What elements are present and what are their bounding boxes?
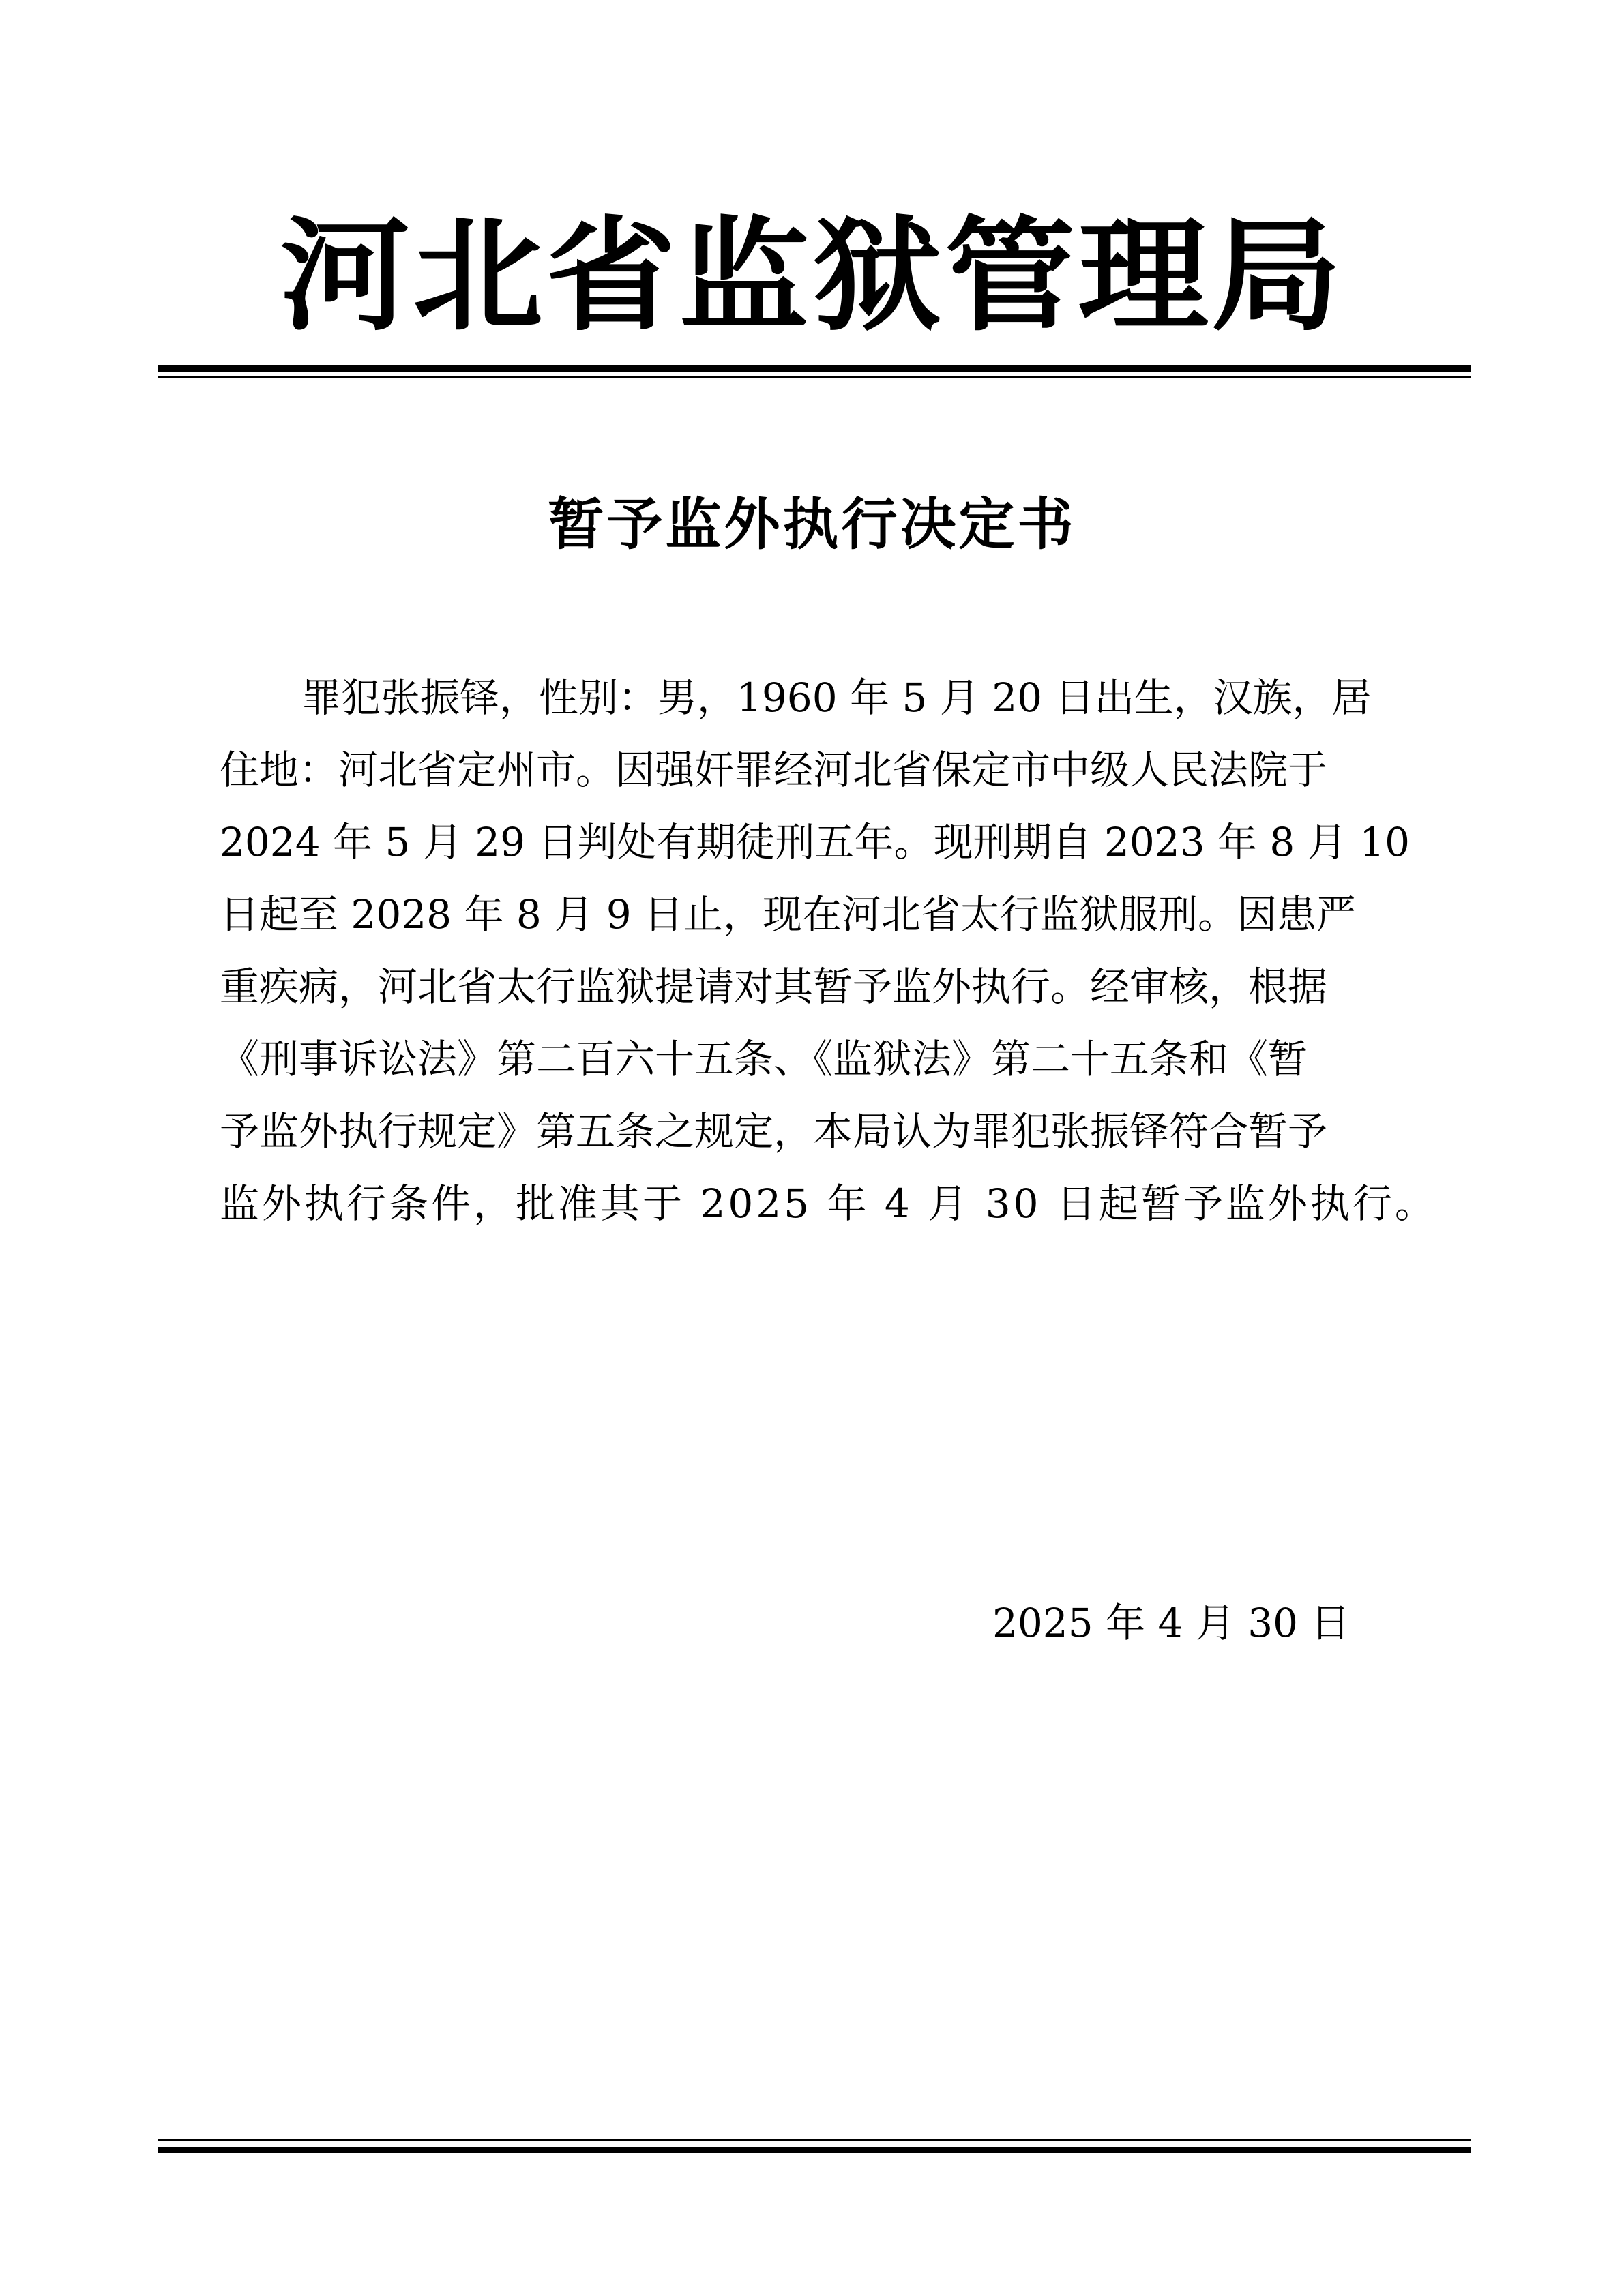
header-rule-thick	[158, 365, 1471, 372]
paragraph-line: 《刑事诉讼法》第二百六十五条、《监狱法》第二十五条和《暂	[220, 1036, 1308, 1082]
paragraph-line: 住地：河北省定州市。因强奸罪经河北省保定市中级人民法院于	[220, 747, 1328, 793]
document-title: 暂予监外执行决定书	[548, 492, 1076, 557]
document-body	[220, 658, 1437, 1236]
paragraph-line: 监外执行条件，批准其于 2025 年 4 月 30 日起暂予监外执行。	[220, 1180, 1437, 1227]
paragraph-line: 日起至 2028 年 8 月 9 日止，现在河北省太行监狱服刑。因患严	[220, 891, 1357, 938]
agency-header-title: 河北省监狱管理局	[280, 204, 1344, 348]
paragraph-line: 予监外执行规定》第五条之规定，本局认为罪犯张振铎符合暂予	[220, 1108, 1328, 1154]
footer-rule-thin	[158, 2139, 1471, 2141]
paragraph-line: 2024 年 5 月 29 日判处有期徒刑五年。现刑期自 2023 年 8 月 10	[220, 819, 1410, 865]
header-rule-thin	[158, 376, 1471, 378]
footer-rule-thick	[158, 2147, 1471, 2153]
document-date: 2025 年 4 月 30 日	[992, 1600, 1350, 1646]
paragraph-line: 罪犯张振铎，性别：男，1960 年 5 月 20 日出生，汉族，居	[301, 674, 1372, 721]
paragraph-line: 重疾病，河北省太行监狱提请对其暂予监外执行。经审核，根据	[220, 964, 1328, 1010]
